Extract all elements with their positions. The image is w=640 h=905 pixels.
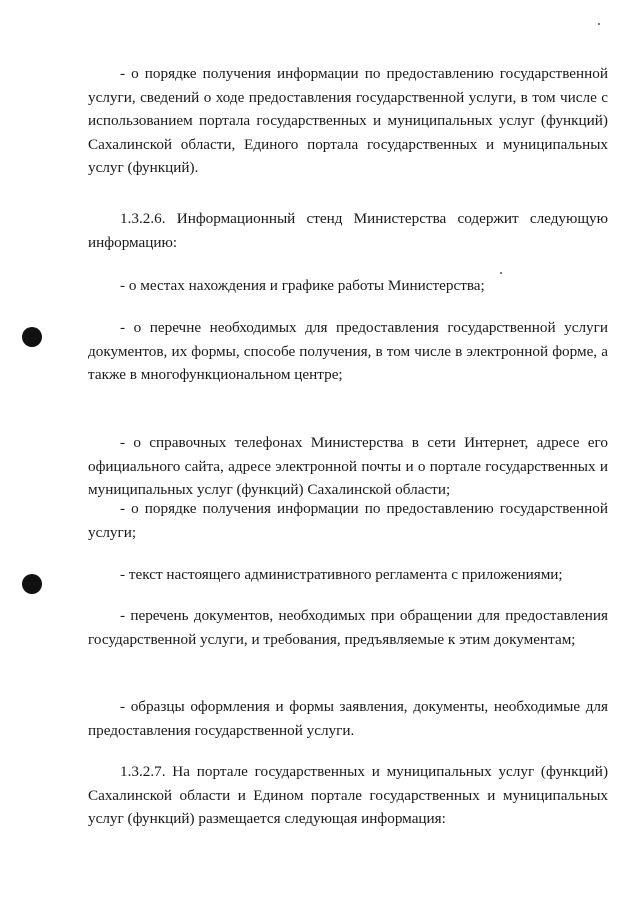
paragraph-1-3-2-7: 1.3.2.7. На портале государственных и муниципальных услуг (функций) Сахалинской области и Едином портале государственных и муниципальных услуг (функций) размещается следующая информация:	[88, 763, 608, 827]
paragraph-required-documents: - перечень документов, необходимых при обращении для предоставления государственной услуги, и требования, предъявляемые к этим документам;	[88, 607, 608, 648]
paragraph-form-samples: - образцы оформления и формы заявления, документы, необходимые для предоставления государственной услуги.	[88, 698, 608, 739]
paragraph-phones-website: - о справочных телефонах Министерства в сети Интернет, адресе его официального сайта, адресе электронной почты и о портале государственных и муниципальных услуг (функций) Сахалинской области;	[88, 434, 608, 498]
paragraph-documents-list: - о перечне необходимых для предоставления государственной услуги документов, их формы, способе получения, в том числе в электронной форме, а также в многофункциональном центре;	[88, 319, 608, 383]
paragraph-locations-schedule: - о местах нахождения и графике работы Министерства;	[120, 277, 485, 294]
paragraph-info-procedure-short: - о порядке получения информации по предоставлению государственной услуги;	[88, 500, 608, 541]
paragraph-info-procedure: - о порядке получения информации по предоставлению государственной услуги, сведений о ходе предоставления государственной услуги, в том числе с использованием портала государственных и муниципальных услуг (функций) Сахалинской области, Единого портала государственных и муниципальных услуг (функций).	[88, 65, 608, 176]
scan-speck	[598, 23, 600, 25]
paragraph-regulation-text: - текст настоящего административного регламента с приложениями;	[120, 566, 563, 583]
paragraph-1-3-2-6: 1.3.2.6. Информационный стенд Министерства содержит следующую информацию:	[88, 210, 608, 251]
punch-hole-mark	[22, 327, 42, 347]
punch-hole-mark	[22, 574, 42, 594]
